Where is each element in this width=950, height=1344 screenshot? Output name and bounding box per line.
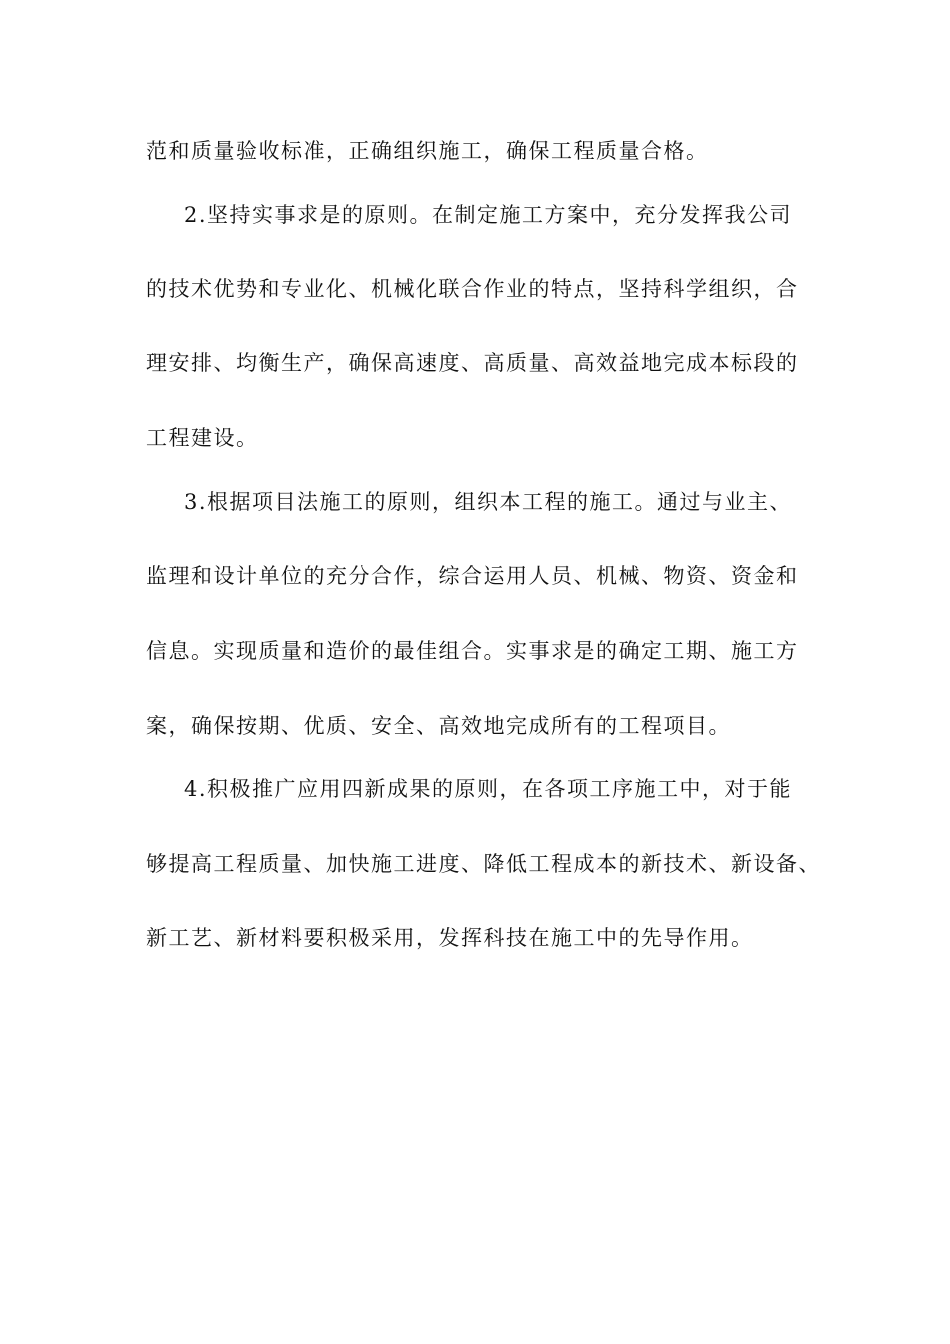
text-line: 理安排、均衡生产，确保高速度、高质量、高效益地完成本标段的 [146, 351, 799, 375]
text-line: 新工艺、新材料要积极采用，发挥科技在施工中的先导作用。 [146, 926, 754, 950]
text-line: 3.根据项目法施工的原则，组织本工程的施工。通过与业主、 [184, 490, 793, 514]
text-line: 2.坚持实事求是的原则。在制定施工方案中，充分发挥我公司 [184, 203, 793, 227]
text-line: 工程建设。 [146, 426, 259, 450]
text-line: 案，确保按期、优质、安全、高效地完成所有的工程项目。 [146, 714, 731, 738]
text-line: 范和质量验收标准，正确组织施工，确保工程质量合格。 [146, 139, 709, 163]
text-line: 信息。实现质量和造价的最佳组合。实事求是的确定工期、施工方 [146, 639, 799, 663]
text-line: 监理和设计单位的充分合作，综合运用人员、机械、物资、资金和 [146, 564, 799, 588]
text-line: 4.积极推广应用四新成果的原则，在各项工序施工中，对于能 [184, 777, 793, 801]
text-line: 够提高工程质量、加快施工进度、降低工程成本的新技术、新设备、 [146, 852, 821, 876]
text-line: 的技术优势和专业化、机械化联合作业的特点，坚持科学组织，合 [146, 277, 799, 301]
